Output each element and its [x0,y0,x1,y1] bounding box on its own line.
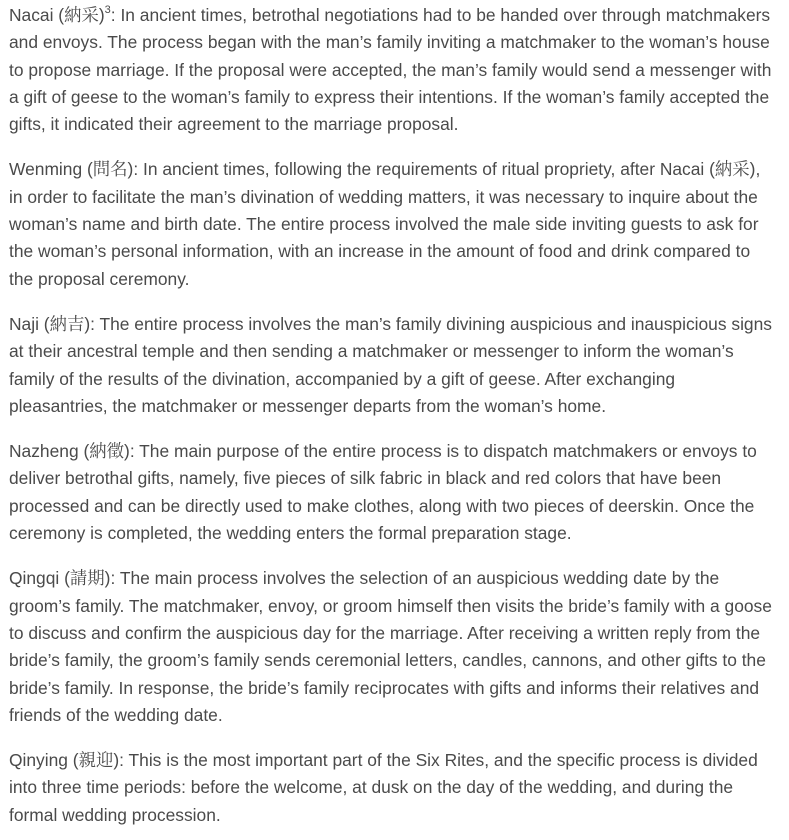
term-naji: Naji (納吉) [9,313,91,334]
paragraph-text: : The entire process involves the man’s family divining auspicious and inauspicious signs at their ancestral temple and then sending a matchmaker or messenger to inform the woman’s family of the results of the divination, accompanied by a gift of geese. After exchanging pleasantries, the matchmaker or messenger departs from the woman’s home. [9,313,772,416]
paragraph-qinying [9,747,777,829]
term-qinying: Qinying (親迎) [9,750,120,771]
footnote-marker[interactable]: 3 [104,4,111,17]
paragraph-text: : In ancient times, following the requirements of ritual propriety, after Nacai (納采), in order to facilitate the man’s divination of wedding matters, it was necessary to inquire about the woman’s name and birth date. The entire process involved the male side inviting guests to ask for the woman’s personal information, with an increase in the amount of food and drink compared to the proposal ceremony. [9,159,761,289]
term-nazheng: Nazheng (納徵) [9,441,130,462]
term-qingqi: Qingqi (請期) [9,568,111,589]
paragraph-text: : This is the most important part of the Six Rites, and the specific process is divided into three time periods: before the welcome, at dusk on the day of the wedding, and during the formal wedding procession. [9,750,758,825]
paragraph-nacai [9,2,777,138]
paragraph-text: : The main purpose of the entire process is to dispatch matchmakers or envoys to deliver betrothal gifts, namely, five pieces of silk fabric in black and red colors that have been processed and can be directly used to make clothes, along with two pieces of deerskin. Once the ceremony is completed, the wedding enters the formal preparation stage. [9,441,757,544]
paragraph-text: : In ancient times, betrothal negotiations had to be handed over through matchmakers and envoys. The process began with the man’s family inviting a matchmaker to the woman’s house to propose marriage. If the proposal were accepted, the man’s family would send a messenger with a gift of geese to the woman’s family to express their intentions. If the woman’s family accepted the gifts, it indicated their agreement to the marriage proposal. [9,5,772,135]
paragraph-wenming [9,156,777,292]
paragraph-qingqi [9,565,777,729]
term-nacai: Nacai (納采) [9,5,105,25]
paragraph-naji [9,311,777,420]
term-wenming: Wenming (問名) [9,159,134,180]
paragraph-text: : The main process involves the selection of an auspicious wedding date by the groom’s family. The matchmaker, envoy, or groom himself then visits the bride’s family with a goose to discuss and confirm the auspicious day for the marriage. After receiving a written reply from the bride’s family, the groom’s family sends ceremonial letters, candles, cannons, and other gifts to the bride’s family. In response, the bride’s family reciprocates with gifts and informs their relatives and friends of the wedding date. [9,568,772,725]
paragraph-nazheng [9,438,777,547]
